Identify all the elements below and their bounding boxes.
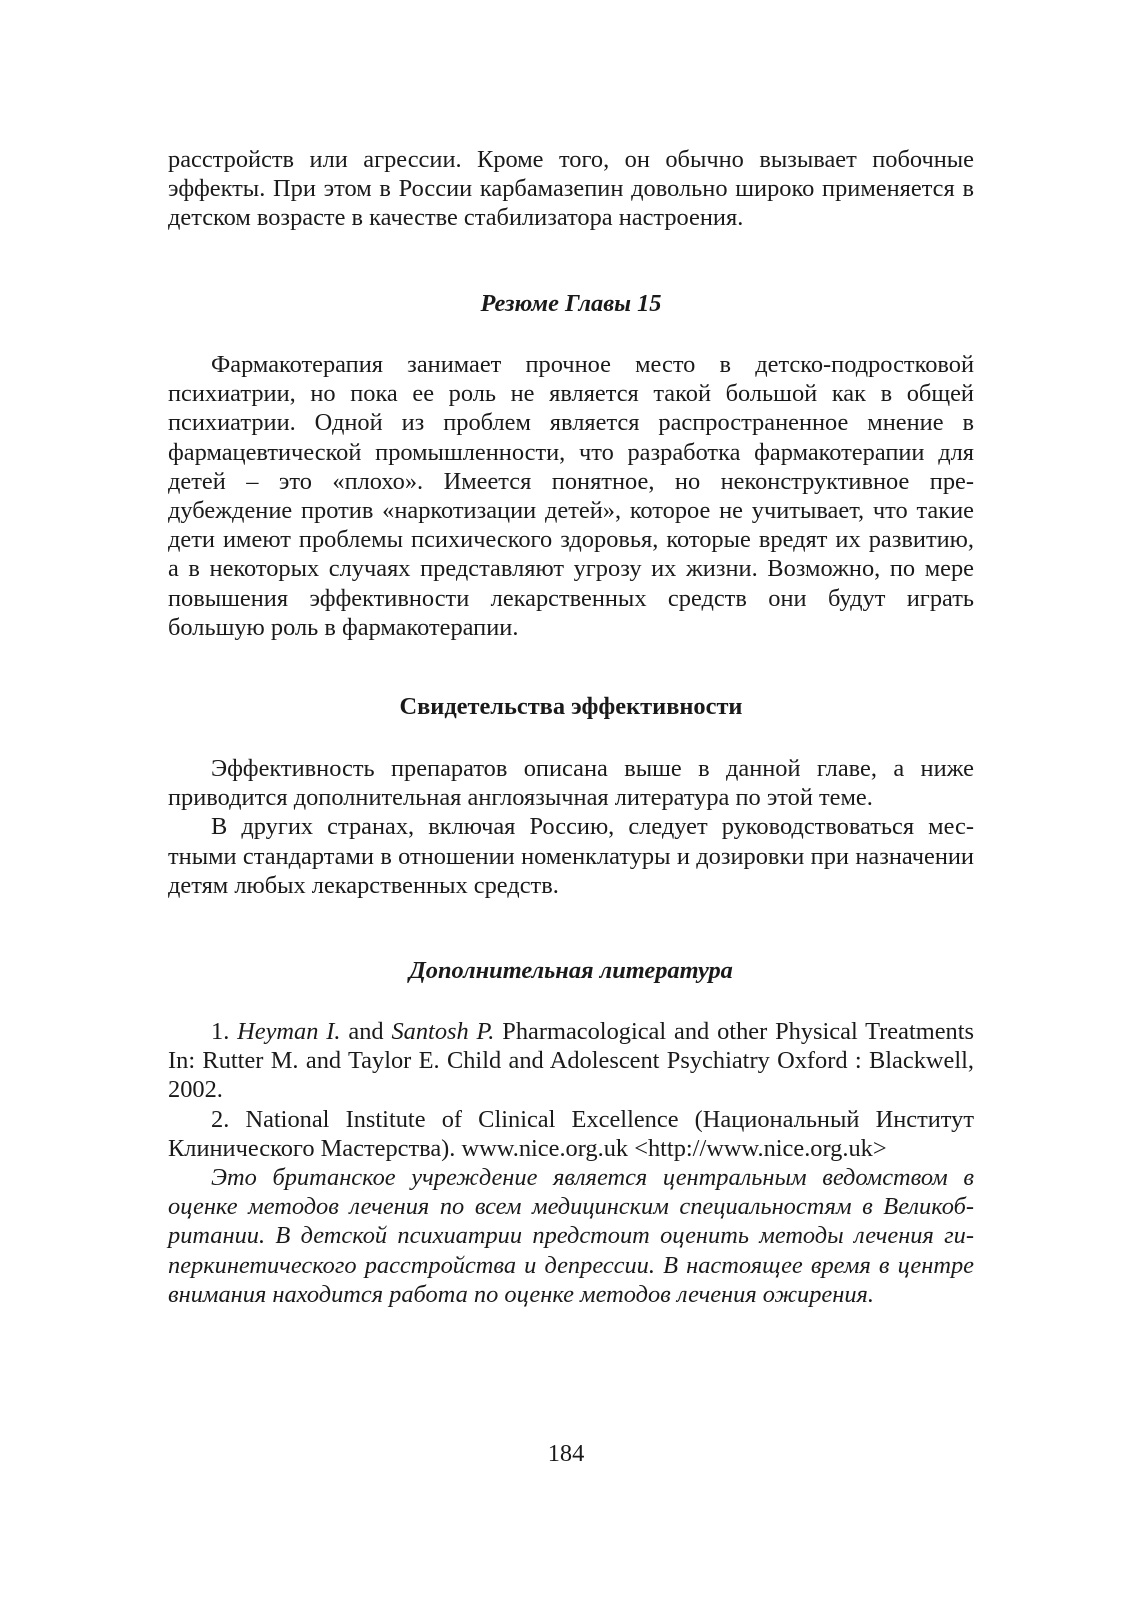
literature-heading: Дополнительная литература xyxy=(409,957,733,984)
reference-1-author-1: Heyman I. xyxy=(237,1018,341,1045)
intro-paragraph: расстройств или агрессии. Кроме того, он обычно вызывает побочные эффекты. При этом в России карбамазепин довольно широко применяется в детском возрасте в качестве стабилизатора настроения. xyxy=(168,146,974,232)
reference-2-note: Это британское учреждение является центральным ведомством в оценке методов лечения по всем медицинским специальностям в Великобритании. В детской психиатрии предстоит оценить методы лечения гиперкинетического расстройства и депрессии. В настоящее время в центре внимания находится работа по оценке методов лечения ожирения. xyxy=(168,1164,974,1308)
evidence-heading: Свидетельства эффективности xyxy=(399,693,743,720)
evidence-paragraph-2: В других странах, включая Россию, следует руководствоваться местными стандартами в отношении номенклатуры и дозировки при назначении детям любых лекарственных средств. xyxy=(168,813,974,899)
summary-section xyxy=(168,350,974,642)
evidence-section xyxy=(168,754,974,900)
reference-2: 2. National Institute of Clinical Excellence (Национальный Институт Клинического Мастерства). www.nice.org.uk <http://www.nice.org.uk> xyxy=(168,1105,974,1162)
summary-heading: Резюме Главы 15 xyxy=(480,290,662,317)
summary-paragraph: Фармакотерапия занимает прочное место в детско-подростковой психиатрии, но пока ее роль не является такой большой как в общей психиатрии. Одной из проблем является распространенное мнение в фармацевтической промышленности, что разработка фармакотерапии для детей – это «плохо». Имеется понятное, но неконструктивное предубеждение против «наркотизации детей», которое не учитывает, что такие дети имеют проблемы психического здоровья, которые вредят их развитию, а в некоторых случаях представляют угрозу их жизни. Возможно, по мере повышения эффективности лекарственных средств они будут играть большую роль в фармакотерапии. xyxy=(168,351,974,641)
literature-section xyxy=(168,1017,974,1309)
reference-1-number: 1. xyxy=(211,1018,238,1045)
reference-1-conjunction: and xyxy=(340,1018,392,1045)
page-number: 184 xyxy=(547,1440,585,1467)
evidence-paragraph-1: Эффективность препаратов описана выше в данной главе, а ниже приводится дополнительная англоязычная литература по этой теме. xyxy=(168,755,974,812)
reference-1-details: Pharmacological and other Physical Treatments In: Rutter M. and Taylor E. Child and Adolescent Psychiatry Oxford : Blackwell, 2002. xyxy=(168,1018,974,1104)
reference-1 xyxy=(168,1017,974,1105)
intro-section xyxy=(168,145,974,233)
reference-1-author-2: Santosh P. xyxy=(391,1018,495,1045)
